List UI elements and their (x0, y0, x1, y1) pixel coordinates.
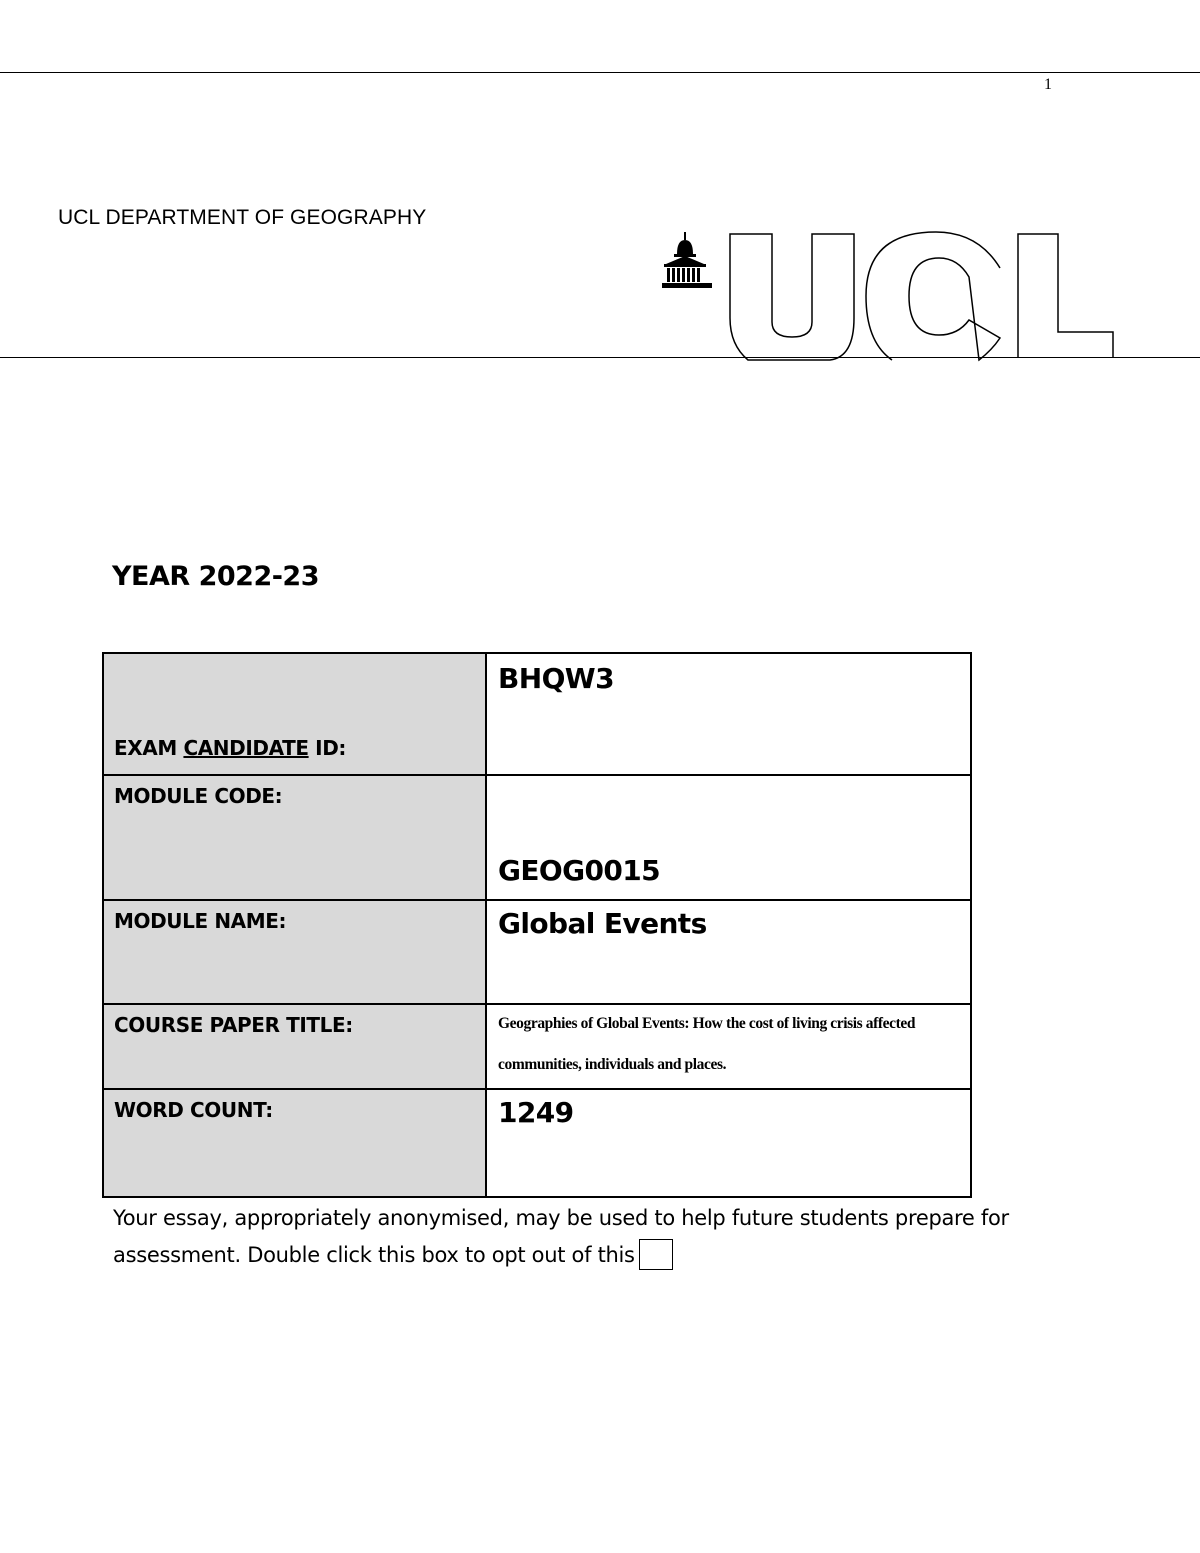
submission-info-table (102, 652, 972, 1198)
word-count-label: WORD COUNT: (103, 1089, 486, 1197)
table-row (103, 1004, 971, 1089)
candidate-id-value: BHQW3 (486, 653, 971, 775)
header-bottom-rule (0, 357, 1200, 358)
candidate-id-label-prefix: EXAM (114, 736, 184, 760)
paper-title-cell (486, 1004, 971, 1089)
logo-letter-l (1018, 234, 1113, 358)
module-code-label: MODULE CODE: (103, 775, 486, 900)
paper-title-value: Geographies of Global Events: How the cost of living crisis affected communities, individuals and places. (498, 1015, 916, 1073)
candidate-id-label-underlined: CANDIDATE (183, 736, 309, 760)
department-title: UCL DEPARTMENT OF GEOGRAPHY (58, 206, 427, 229)
page-number: 1 (1044, 76, 1052, 93)
portico-icon (662, 232, 712, 288)
opt-out-note (113, 1200, 1073, 1274)
logo-letter-u (730, 234, 854, 360)
candidate-id-label (103, 653, 486, 775)
table-row (103, 653, 971, 775)
paper-title-label: COURSE PAPER TITLE: (103, 1004, 486, 1089)
table-row (103, 900, 971, 1004)
table-row (103, 1089, 971, 1197)
header-top-rule (0, 72, 1200, 73)
candidate-id-label-suffix: ID: (308, 736, 347, 760)
logo-letter-c (866, 232, 1000, 360)
module-name-label: MODULE NAME: (103, 900, 486, 1004)
opt-out-checkbox[interactable] (639, 1239, 673, 1270)
ucl-logo (650, 220, 1200, 370)
module-name-value: Global Events (486, 900, 971, 1004)
opt-out-text: Your essay, appropriately anonymised, may be used to help future students prepare for assessment. Double click this box to opt out of this (113, 1206, 1009, 1267)
table-row (103, 775, 971, 900)
academic-year: YEAR 2022-23 (112, 561, 320, 592)
word-count-value: 1249 (486, 1089, 971, 1197)
module-code-value: GEOG0015 (486, 775, 971, 900)
